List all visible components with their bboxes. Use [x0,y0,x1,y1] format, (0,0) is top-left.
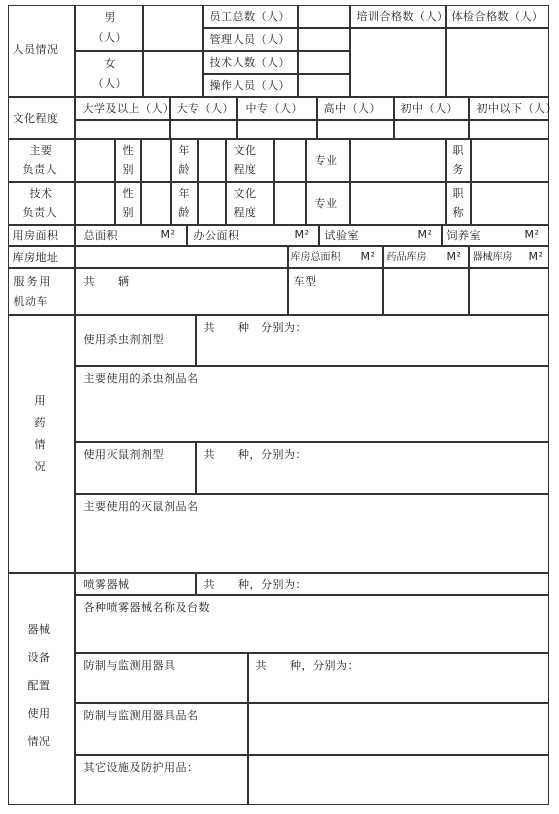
insecticide-kinds-cell[interactable] [196,315,549,366]
female-label-cell [75,51,143,97]
equipment-section-line-4: 使用 [27,706,51,720]
main-gender-label-2: 别 [122,162,134,176]
equipment-section-line-3: 配置 [27,678,51,692]
health-check-value[interactable] [446,28,549,97]
monitor-label: 防制与监测用器具 [83,658,176,672]
other-facilities-cell [75,755,248,805]
edu-below-junior-cell [469,97,557,120]
main-age-label-1: 年 [178,143,190,157]
tech-major-label-cell [306,182,350,225]
equipment-section-line-5: 情况 [27,734,51,748]
tech-age-label-2: 龄 [178,205,190,219]
area-breeding-cell[interactable] [442,225,549,246]
main-major-label-cell [306,139,350,182]
insecticide-kinds-label: 共 种 分别为： [203,320,307,334]
main-leader-label-1: 主要 [29,143,53,157]
trained-label: 培训合格数（人） [356,9,449,23]
tech-title-label-1: 职 [452,186,464,200]
monitor-kinds-label: 共 种，分别为： [255,658,359,672]
edu-university-label: 大学及以上（人） [82,101,175,115]
vehicle-model-value-1[interactable] [383,268,469,315]
area-total-unit: M² [160,227,176,241]
tech-gender-label-1: 性 [122,186,134,200]
main-leader-label-2: 负责人 [22,162,57,176]
area-label-cell [8,225,75,246]
male-label: 男 [104,10,116,24]
warehouse-address-value[interactable] [75,246,288,268]
area-lab-cell[interactable] [319,225,442,246]
main-age-label-cell [171,139,198,182]
vehicle-label-2: 机动车 [13,294,48,308]
equipment-section-line-2: 设备 [27,650,51,664]
tech-leader-name-value[interactable] [75,182,115,225]
tech-edu-label-cell [226,182,274,225]
edu-college-value[interactable] [170,120,237,139]
education-label: 文化程度 [12,111,59,125]
monitor-names-value[interactable] [248,703,549,755]
tech-title-value[interactable] [471,182,549,225]
pesticide-section-cell [8,315,75,573]
tech-age-label-1: 年 [178,186,190,200]
main-post-value[interactable] [471,139,549,182]
tech-edu-label-1: 文化 [233,186,257,200]
warehouse-equipment-cell[interactable] [469,246,549,268]
equipment-section-line-1: 器械 [27,622,51,636]
pesticide-section-char-3: 情 [34,437,46,451]
main-edu-value[interactable] [274,139,306,182]
main-edu-label-1: 文化 [233,143,257,157]
main-post-label-cell [446,139,471,182]
insecticide-names-cell[interactable] [75,366,549,442]
warehouse-drug-unit: M² [446,249,462,263]
female-label: 女 [104,56,116,70]
main-post-label-2: 务 [452,162,464,176]
edu-university-cell [75,97,175,120]
main-gender-value[interactable] [141,139,171,182]
sprayer-kinds-label: 共 种，分别为： [203,577,307,591]
insecticide-names-label: 主要使用的杀虫剂品名 [83,371,199,385]
managers-value[interactable] [298,28,350,51]
warehouse-drug-label: 药品库房 [386,251,427,263]
vehicle-count-label: 共 辆 [83,274,130,288]
main-leader-name-value[interactable] [75,139,115,182]
warehouse-total-label: 库房总面积 [290,251,341,263]
rodenticide-names-cell[interactable] [75,494,549,573]
main-age-value[interactable] [198,139,226,182]
tech-edu-label-2: 程度 [233,205,257,219]
edu-university-value[interactable] [75,120,170,139]
insecticide-type-cell [75,315,196,366]
insecticide-type-label: 使用杀虫剂剂型 [83,332,164,346]
equipment-section-cell [8,573,75,805]
male-label-cell [75,5,143,51]
edu-highschool-label: 高中（人） [323,101,381,115]
vehicle-count-cell[interactable] [75,268,288,315]
main-gender-label-cell [115,139,141,182]
area-total-cell[interactable] [75,225,187,246]
tech-age-value[interactable] [198,182,226,225]
vehicle-model-cell [288,268,383,315]
personnel-label-cell [8,5,75,97]
staff-total-cell [203,5,298,28]
tech-leader-label-2: 负责人 [22,205,57,219]
technicians-label: 技术人数（人） [209,55,290,69]
tech-major-label: 专业 [314,196,338,210]
other-facilities-label: 其它设施及防护用品： [83,760,199,774]
tech-edu-value[interactable] [274,182,306,225]
female-unit: （人） [92,76,127,90]
registration-form [8,5,557,805]
monitor-cell [75,653,248,703]
technicians-value[interactable] [298,51,350,74]
edu-below-junior-value[interactable] [469,120,549,139]
rodenticide-kinds-label: 共 种，分别为： [203,447,307,461]
warehouse-drug-cell[interactable] [383,246,469,268]
warehouse-label-cell [8,246,75,268]
main-major-label: 专业 [314,153,338,167]
warehouse-equipment-label: 器械库房 [472,251,513,263]
edu-junior-value[interactable] [394,120,469,139]
main-age-label-2: 龄 [178,162,190,176]
other-facilities-value[interactable] [248,755,549,805]
personnel-label: 人员情况 [12,42,59,56]
rodenticide-names-label: 主要使用的灭鼠剂品名 [83,499,199,513]
rodenticide-type-cell [75,442,196,494]
tech-gender-label-cell [115,182,141,225]
male-value-cell[interactable] [143,5,203,51]
technicians-cell [203,51,298,74]
education-label-cell [8,97,75,139]
edu-secondary-cell [237,97,317,120]
warehouse-equipment-unit: M² [528,249,544,263]
edu-highschool-value[interactable] [317,120,394,139]
pesticide-section-char-2: 药 [34,415,46,429]
sprayer-cell [75,573,196,595]
main-edu-label-2: 程度 [233,162,257,176]
edu-secondary-label: 中专（人） [245,101,303,115]
tech-leader-label-1: 技术 [29,186,53,200]
pesticide-section-char-4: 况 [34,459,46,473]
area-lab-label: 试验室 [324,228,359,242]
warehouse-total-unit: M² [360,249,376,263]
rodenticide-type-label: 使用灭鼠剂剂型 [83,447,164,461]
edu-college-cell [170,97,237,120]
main-post-label-1: 职 [452,143,464,157]
staff-total-label: 员工总数（人） [209,9,290,23]
vehicle-model-value-2[interactable] [469,268,549,315]
edu-junior-cell [394,97,469,120]
edu-highschool-cell [317,97,394,120]
monitor-names-cell [75,703,248,755]
edu-junior-label: 初中（人） [400,101,458,115]
tech-leader-label-cell [8,182,75,225]
area-lab-unit: M² [417,227,433,241]
sprayer-label: 喷雾器械 [83,577,130,591]
tech-title-label-cell [446,182,471,225]
area-office-unit: M² [294,227,310,241]
sprayer-kinds-cell[interactable] [196,573,549,595]
rodenticide-kinds-cell[interactable] [196,442,549,494]
managers-cell [203,28,298,51]
area-label: 用房面积 [12,228,59,242]
pesticide-section-char-1: 用 [34,393,46,407]
staff-total-value[interactable] [298,5,350,28]
vehicle-label-1: 服务用 [13,274,53,288]
monitor-names-label: 防制与监测用器具品名 [83,708,199,722]
main-edu-label-cell [226,139,274,182]
monitor-kinds-cell[interactable] [248,653,549,703]
sprayer-list-cell[interactable] [75,595,549,653]
operators-cell [203,74,298,97]
tech-gender-value[interactable] [141,182,171,225]
vehicle-label-cell [8,268,75,315]
area-office-label: 办公面积 [193,228,240,242]
female-value-cell[interactable] [143,51,203,97]
area-office-cell[interactable] [187,225,319,246]
health-check-label: 体检合格数（人） [451,9,544,23]
tech-major-value[interactable] [350,182,446,225]
operators-label: 操作人员（人） [209,78,290,92]
tech-gender-label-2: 别 [122,205,134,219]
trained-value[interactable] [350,28,446,97]
area-total-label: 总面积 [83,228,118,242]
edu-below-junior-label: 初中以下（人） [476,101,557,115]
sprayer-list-label: 各种喷雾器械名称及台数 [83,600,210,614]
edu-college-label: 大专（人） [176,101,234,115]
vehicle-model-label: 车型 [293,274,317,288]
edu-secondary-value[interactable] [237,120,317,139]
main-leader-label-cell [8,139,75,182]
area-breeding-label: 饲养室 [446,228,481,242]
trained-cell [350,5,449,28]
managers-label: 管理人员（人） [209,32,290,46]
male-unit: （人） [92,30,127,44]
tech-age-label-cell [171,182,198,225]
operators-value[interactable] [298,74,350,97]
area-breeding-unit: M² [524,227,540,241]
warehouse-total-cell[interactable] [288,246,383,268]
tech-title-label-2: 称 [452,205,464,219]
main-major-value[interactable] [350,139,446,182]
health-check-cell [446,5,549,28]
main-gender-label-1: 性 [122,143,134,157]
warehouse-label: 库房地址 [12,250,59,264]
